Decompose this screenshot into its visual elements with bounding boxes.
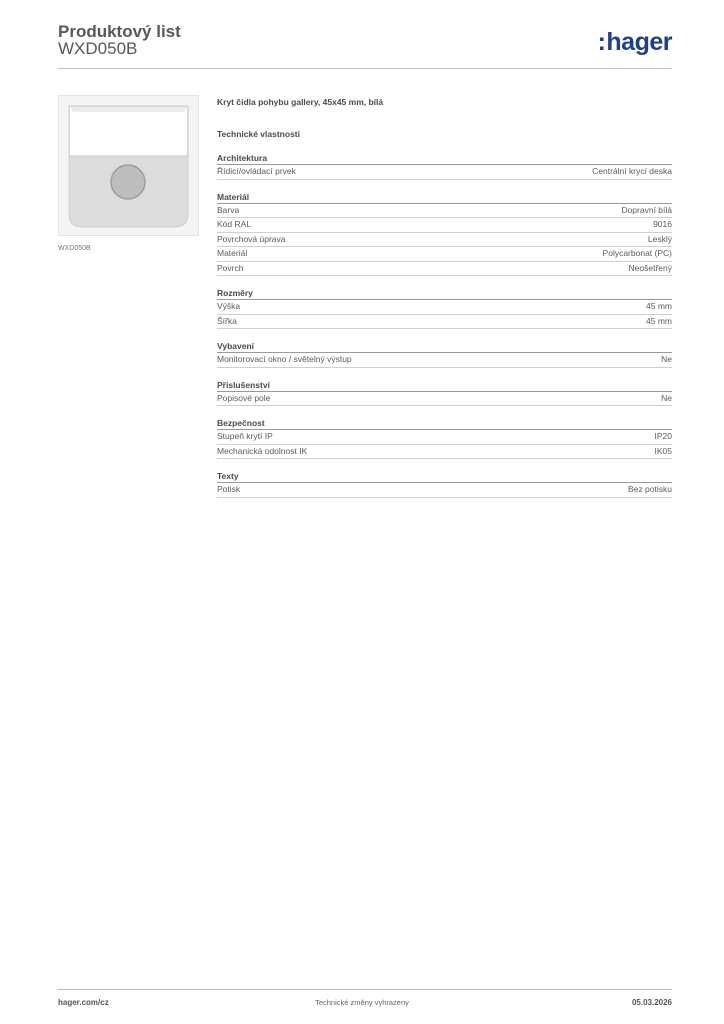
spec-label: Materiál [217, 248, 248, 258]
spec-label: Popisové pole [217, 392, 271, 403]
footer-note: Technické změny vyhrazeny [315, 998, 409, 1007]
product-cover-illustration [59, 96, 198, 235]
footer-website: hager.com/cz [58, 998, 109, 1007]
spec-label: Výška [217, 301, 241, 311]
spec-label: Šířka [217, 315, 237, 326]
spec-label: Barva [217, 204, 240, 215]
spec-section [217, 340, 672, 368]
spec-sections [217, 152, 672, 498]
spec-label: Monitorovací okno / světelný výstup [217, 354, 352, 364]
hager-logo: :hager [597, 28, 672, 56]
spec-row [217, 247, 672, 262]
spec-value: Ne [661, 354, 672, 364]
product-image [58, 95, 199, 236]
spec-value: Centrální krycí deska [592, 166, 672, 176]
spec-label: Stupeň krytí IP [217, 431, 273, 441]
spec-section [217, 152, 672, 180]
spec-label: Řídicí/ovládací prvek [217, 166, 296, 176]
product-code: WXD050B [58, 39, 138, 58]
spec-label: Mechanická odolnost IK [217, 445, 308, 456]
spec-label: Kód RAL [217, 219, 252, 229]
spec-row [217, 445, 672, 460]
header-divider [58, 68, 672, 69]
spec-label: Povrchová úprava [217, 233, 286, 244]
spec-section [217, 417, 672, 459]
spec-section [217, 287, 672, 329]
spec-label: Potisk [217, 484, 241, 494]
spec-section [217, 470, 672, 498]
spec-section [217, 191, 672, 277]
spec-value: Polycarbonat (PC) [602, 248, 672, 258]
spec-row [217, 233, 672, 248]
spec-section [217, 379, 672, 407]
section-heading: Vybavení [217, 340, 672, 353]
section-heading: Architektura [217, 152, 672, 165]
spec-value: IK05 [654, 445, 672, 456]
spec-label: Povrch [217, 262, 244, 273]
footer-date: 05.03.2026 [631, 998, 672, 1007]
section-heading: Bezpečnost [217, 417, 672, 430]
spec-row [217, 300, 672, 315]
spec-row [217, 353, 672, 368]
section-heading: Rozměry [217, 287, 672, 300]
spec-row [217, 430, 672, 445]
spec-value: Bez potisku [628, 484, 672, 494]
spec-row [217, 204, 672, 219]
spec-row [217, 315, 672, 330]
spec-row [217, 218, 672, 233]
spec-value: Neošetřený [628, 262, 672, 273]
spec-content [217, 97, 672, 498]
image-caption: WXD050B [58, 245, 91, 252]
spec-row [217, 262, 672, 277]
product-description: Kryt čidla pohybu gallery, 45x45 mm, bílá [217, 97, 384, 107]
section-heading: Materiál [217, 191, 672, 204]
footer-divider [58, 989, 672, 990]
section-heading: Texty [217, 470, 672, 483]
spec-row [217, 483, 672, 498]
section-heading: Příslušenství [217, 379, 672, 392]
page-title: Produktový list [58, 22, 181, 41]
spec-row [217, 165, 672, 180]
spec-row [217, 392, 672, 407]
technical-title: Technické vlastnosti [217, 129, 300, 139]
spec-value: Ne [661, 392, 672, 403]
spec-value: 9016 [653, 219, 672, 229]
spec-value: IP20 [654, 431, 672, 441]
spec-value: Dopravní bílá [621, 204, 672, 215]
spec-value: 45 mm [646, 301, 672, 311]
spec-value: Lesklý [647, 233, 672, 244]
spec-value: 45 mm [646, 315, 672, 326]
